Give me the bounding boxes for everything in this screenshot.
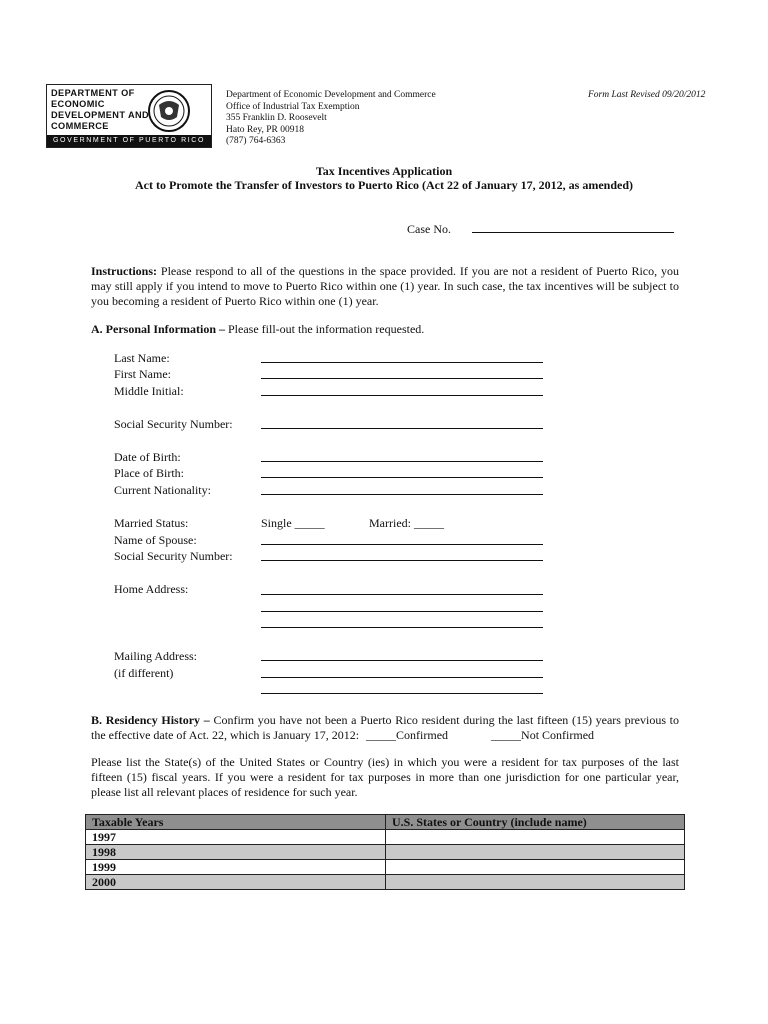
residency-history-table — [85, 814, 685, 890]
logo-wordmark: DEPARTMENT OF ECONOMIC DEVELOPMENT AND COMMERCE — [51, 88, 150, 131]
taxable-year-cell: 2000 — [86, 875, 386, 890]
nationality-field[interactable] — [261, 494, 543, 495]
document-title: Tax Incentives Application — [315, 164, 453, 178]
mailing-address-field-2[interactable] — [261, 677, 543, 678]
section-b-text: Confirm you have not been a Puerto Rico resident during the last fifteen (15) years previous to the effective date of Act. 22, which is January 17, 2012: — [91, 713, 680, 742]
section-a-subtitle: Please fill-out the information requested. — [228, 322, 425, 336]
case-number-label: Case No. — [407, 222, 451, 236]
department-logo — [46, 84, 212, 148]
married-option[interactable]: Married: _____ — [369, 516, 444, 530]
place-of-birth-field[interactable] — [261, 477, 543, 478]
single-option[interactable]: Single _____ — [261, 516, 325, 530]
mailing-address-field-1[interactable] — [261, 660, 543, 661]
instructions-label: Instructions: — [91, 264, 158, 278]
header-address-block — [226, 90, 526, 148]
first-name-label: First Name: — [114, 367, 171, 381]
section-b-title: B. Residency History – — [91, 713, 210, 727]
states-country-header: U.S. States or Country (include name) — [386, 815, 685, 830]
spouse-ssn-field[interactable] — [261, 560, 543, 561]
instructions-paragraph — [91, 264, 679, 309]
table-header-row — [86, 815, 685, 830]
taxable-year-cell: 1999 — [86, 860, 386, 875]
place-of-birth-label: Place of Birth: — [114, 466, 184, 480]
mailing-address-field-3[interactable] — [261, 693, 543, 694]
mailing-address-note: (if different) — [114, 666, 174, 680]
spouse-name-field[interactable] — [261, 544, 543, 545]
middle-initial-field[interactable] — [261, 395, 543, 396]
case-number-row — [407, 221, 674, 237]
department-name: Department of Economic Development and Commerce — [226, 90, 436, 100]
table-row — [86, 860, 685, 875]
date-of-birth-field[interactable] — [261, 461, 543, 462]
first-name-field[interactable] — [261, 378, 543, 379]
instructions-text: Please respond to all of the questions in the space provided. If you are not a resident of Puerto Rico, you may still apply if you intend to move to Puerto Rico within one (1) year. In such case, the tax incentives will be subject to you becoming a resident of Puerto Rico within one (1) year. — [91, 264, 680, 308]
last-name-label: Last Name: — [114, 351, 170, 365]
office-name: Office of Industrial Tax Exemption — [226, 101, 360, 112]
taxable-years-header: Taxable Years — [86, 815, 386, 830]
street-address: 355 Franklin D. Roosevelt — [226, 113, 327, 123]
document-subtitle: Act to Promote the Transfer of Investors to Puerto Rico (Act 22 of January 17, 2012, as amended) — [134, 178, 634, 192]
city-address: Hato Rey, PR 00918 — [226, 124, 305, 135]
section-b-paragraph — [91, 713, 679, 743]
not-confirmed-option[interactable]: _____Not Confirmed — [491, 728, 595, 742]
spouse-name-label: Name of Spouse: — [114, 533, 197, 547]
last-name-field[interactable] — [261, 362, 543, 363]
home-address-field-2[interactable] — [261, 611, 543, 612]
section-a-title: A. Personal Information – — [91, 322, 225, 336]
residence-list-instructions: Please list the State(s) of the United States or Country (ies) in which you were a resident for tax purposes of the last fifteen (15) fiscal years. If you were a resident for tax purposes in more than one jurisdiction for one particular year, please list all relevant places of residence for such year. — [91, 755, 679, 799]
table-row — [86, 875, 685, 890]
mailing-address-label: Mailing Address: — [114, 649, 197, 663]
confirmed-option[interactable]: _____Confirmed — [366, 728, 449, 742]
section-a-heading — [91, 322, 424, 337]
case-number-field[interactable] — [472, 221, 674, 233]
table-row — [86, 845, 685, 860]
home-address-field-3[interactable] — [261, 627, 543, 628]
ssn-label: Social Security Number: — [114, 417, 233, 431]
residence-cell[interactable] — [386, 845, 685, 860]
home-address-field-1[interactable] — [261, 594, 543, 595]
phone-number: (787) 764-6363 — [226, 136, 286, 146]
married-status-label: Married Status: — [114, 516, 189, 530]
residence-cell[interactable] — [386, 860, 685, 875]
residence-cell[interactable] — [386, 830, 685, 845]
ssn-field[interactable] — [261, 428, 543, 429]
logo-government-bar: GOVERNMENT OF PUERTO RICO — [47, 135, 211, 147]
home-address-label: Home Address: — [114, 582, 189, 596]
middle-initial-label: Middle Initial: — [114, 384, 184, 398]
taxable-year-cell: 1997 — [86, 830, 386, 845]
taxable-year-cell: 1998 — [86, 845, 386, 860]
form-revised-date: Form Last Revised 09/20/2012 — [588, 90, 706, 100]
spouse-ssn-label: Social Security Number: — [114, 549, 233, 563]
table-row — [86, 830, 685, 845]
residence-cell[interactable] — [386, 875, 685, 890]
seal-icon — [147, 89, 191, 133]
date-of-birth-label: Date of Birth: — [114, 450, 181, 464]
nationality-label: Current Nationality: — [114, 483, 211, 497]
